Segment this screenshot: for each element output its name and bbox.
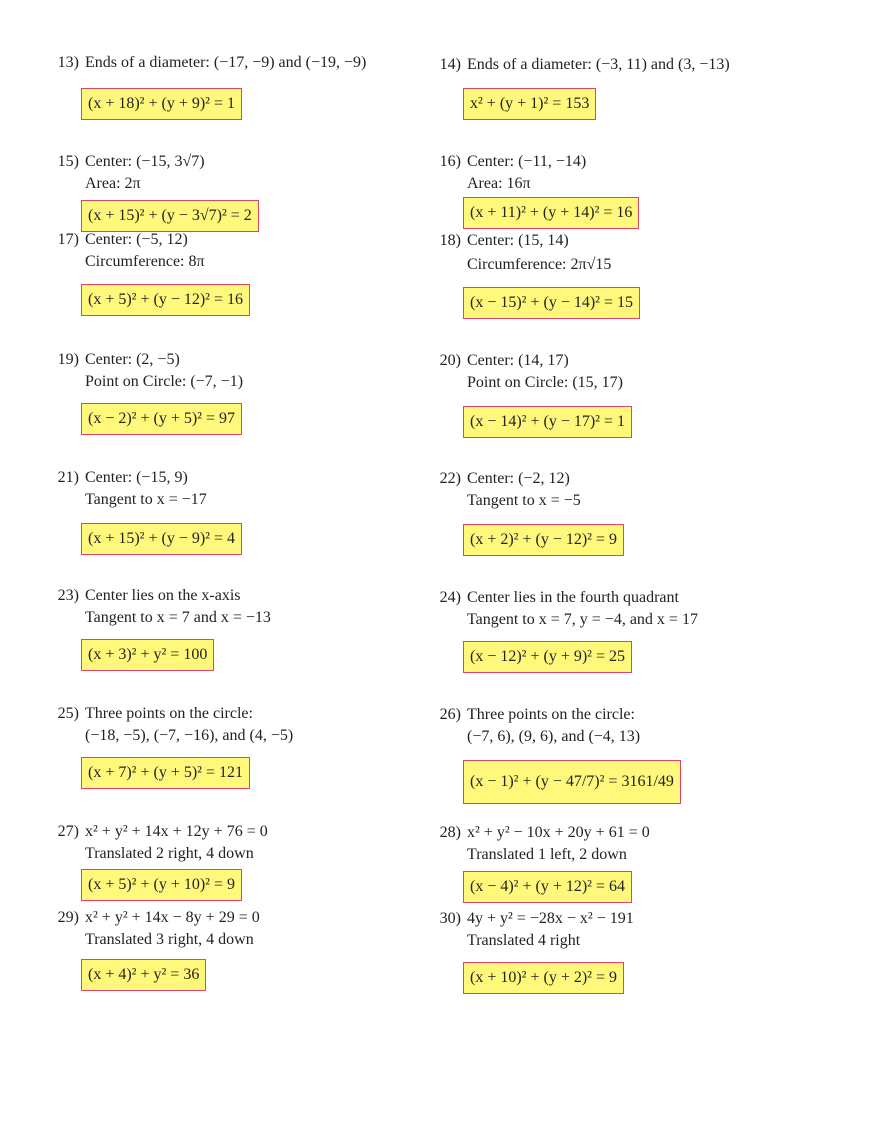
- problem-text: Center: (2, −5): [85, 351, 180, 368]
- answer-box: (x + 18)² + (y + 9)² = 1: [81, 88, 242, 120]
- answer-box: (x + 11)² + (y + 14)² = 16: [463, 197, 639, 229]
- problem-text: Translated 3 right, 4 down: [85, 931, 254, 948]
- problem-number: 22): [439, 470, 461, 487]
- problem-text: Circumference: 2π√15: [467, 256, 612, 273]
- problem-text: Point on Circle: (15, 17): [467, 374, 623, 391]
- answer-box: (x + 7)² + (y + 5)² = 121: [81, 757, 250, 789]
- problem-text: Area: 16π: [467, 175, 531, 192]
- problem-number: 26): [439, 706, 461, 723]
- problem-text: Center: (15, 14): [467, 232, 569, 249]
- answer-box: x² + (y + 1)² = 153: [463, 88, 596, 120]
- problem-number: 25): [57, 705, 79, 722]
- answer-box: (x − 15)² + (y − 14)² = 15: [463, 287, 640, 319]
- problem-number: 18): [439, 232, 461, 249]
- problem-number: 24): [439, 589, 461, 606]
- answer-box: (x + 10)² + (y + 2)² = 9: [463, 962, 624, 994]
- problem-number: 29): [57, 909, 79, 926]
- answer-box: (x + 5)² + (y − 12)² = 16: [81, 284, 250, 316]
- problem-text: Three points on the circle:: [85, 705, 253, 722]
- problem-text: Translated 4 right: [467, 932, 581, 949]
- answer-box: (x + 15)² + (y − 9)² = 4: [81, 523, 242, 555]
- problem-text: Point on Circle: (−7, −1): [85, 373, 244, 390]
- problem-number: 15): [57, 153, 79, 170]
- problem-number: 20): [439, 352, 461, 369]
- problem-text: Tangent to x = 7, y = −4, and x = 17: [467, 611, 698, 628]
- problem-number: 27): [57, 823, 79, 840]
- problem-number: 17): [57, 231, 79, 248]
- problem-text: Tangent to x = 7 and x = −13: [85, 609, 271, 626]
- problem-text: x² + y² + 14x + 12y + 76 = 0: [85, 823, 268, 840]
- answer-box: (x − 14)² + (y − 17)² = 1: [463, 406, 632, 438]
- problem-text: Circumference: 8π: [85, 253, 205, 270]
- answer-box: (x + 2)² + (y − 12)² = 9: [463, 524, 624, 556]
- problem-number: 19): [57, 351, 79, 368]
- problem-text: Center lies on the x-axis: [85, 587, 241, 604]
- problem-text: Center: (−5, 12): [85, 231, 188, 248]
- problem-text: Ends of a diameter: (−3, 11) and (3, −13): [467, 56, 730, 73]
- answer-box: (x − 12)² + (y + 9)² = 25: [463, 641, 632, 673]
- problem-text: Translated 1 left, 2 down: [467, 846, 627, 863]
- problem-number: 21): [57, 469, 79, 486]
- answer-box: (x − 4)² + (y + 12)² = 64: [463, 871, 632, 903]
- problem-text: Tangent to x = −5: [467, 492, 581, 509]
- answer-box: (x + 3)² + y² = 100: [81, 639, 214, 671]
- answer-box: (x + 4)² + y² = 36: [81, 959, 206, 991]
- problem-text: (−18, −5), (−7, −16), and (4, −5): [85, 727, 294, 744]
- problem-text: Ends of a diameter: (−17, −9) and (−19, −9): [85, 54, 367, 71]
- problem-text: Center: (−11, −14): [467, 153, 587, 170]
- problem-text: Center: (14, 17): [467, 352, 569, 369]
- problem-number: 28): [439, 824, 461, 841]
- answer-box: (x + 15)² + (y − 3√7)² = 2: [81, 200, 259, 232]
- problem-text: x² + y² + 14x − 8y + 29 = 0: [85, 909, 260, 926]
- problem-text: Translated 2 right, 4 down: [85, 845, 254, 862]
- problem-number: 23): [57, 587, 79, 604]
- problem-text: Three points on the circle:: [467, 706, 635, 723]
- problem-text: Area: 2π: [85, 175, 141, 192]
- problem-text: (−7, 6), (9, 6), and (−4, 13): [467, 728, 641, 745]
- answer-box: (x − 2)² + (y + 5)² = 97: [81, 403, 242, 435]
- problem-number: 30): [439, 910, 461, 927]
- answer-box: (x − 1)² + (y − 47/7)² = 3161/49: [463, 760, 681, 804]
- problem-text: Center lies in the fourth quadrant: [467, 589, 679, 606]
- problem-number: 16): [439, 153, 461, 170]
- answer-box: (x + 5)² + (y + 10)² = 9: [81, 869, 242, 901]
- problem-text: Center: (−15, 3√7): [85, 153, 205, 170]
- problem-number: 14): [439, 56, 461, 73]
- problem-text: Center: (−2, 12): [467, 470, 570, 487]
- problem-text: x² + y² − 10x + 20y + 61 = 0: [467, 824, 650, 841]
- problem-number: 13): [57, 54, 79, 71]
- problem-text: Tangent to x = −17: [85, 491, 207, 508]
- problem-text: 4y + y² = −28x − x² − 191: [467, 910, 634, 927]
- problem-text: Center: (−15, 9): [85, 469, 188, 486]
